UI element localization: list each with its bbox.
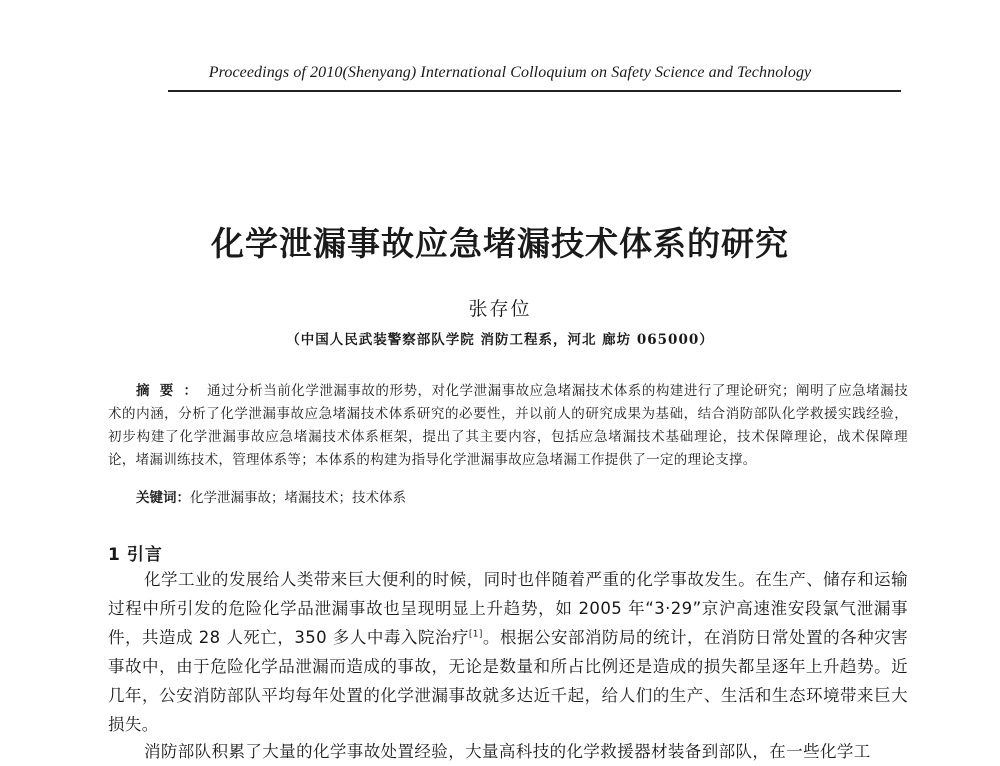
section-number: 1 — [108, 545, 121, 565]
running-head: Proceedings of 2010(Shenyang) International Colloquium on Safety Science and Technology — [208, 64, 812, 81]
keywords-label: 关键词： — [136, 490, 190, 506]
citation-marker[interactable]: [1] — [468, 629, 483, 640]
header-rule — [168, 90, 901, 92]
section-title: 引言 — [126, 545, 163, 565]
keywords-text: 化学泄漏事故；堵漏技术；技术体系 — [190, 490, 406, 506]
author-affiliation: （中国人民武装警察部队学院 消防工程系，河北 廊坊 065000） — [286, 332, 714, 348]
author-name: 张存位 — [468, 298, 532, 320]
paragraph-text: 消防部队积累了大量的化学事故处置经验，大量高科技的化学救援器材装备到部队，在一些化学工 — [144, 742, 871, 761]
paragraph-text: 化学工业的发展给人类带来巨大便利的时候，同时也伴随着严重的化学事故发生。在生产、储存和运输过程中所引发的危险化学品泄漏事故也呈现明显上升趋势，如 2005 年“3·29”京沪高速淮安段氯气泄漏事件，共造成 28 人死亡，350 多人中毒入院治疗 — [108, 570, 908, 647]
body-paragraph — [108, 737, 908, 766]
abstract-label: 摘要： — [136, 383, 208, 399]
abstract — [108, 380, 908, 472]
keywords — [136, 487, 906, 510]
body-paragraph — [108, 565, 908, 739]
paper-title: 化学泄漏事故应急堵漏技术体系的研究 — [211, 224, 789, 263]
section-heading — [108, 540, 163, 565]
paragraph-text: 。根据公安部消防局的统计，在消防日常处置的各种灾害事故中，由于危险化学品泄漏而造成的事故，无论是数量和所占比例还是造成的损失都呈逐年上升趋势。近几年，公安消防部队平均每年处置的化学泄漏事故就多达近千起，给人们的生产、生活和生态环境带来巨大损失。 — [108, 628, 909, 734]
abstract-text: 通过分析当前化学泄漏事故的形势，对化学泄漏事故应急堵漏技术体系的构建进行了理论研究；阐明了应急堵漏技术的内涵，分析了化学泄漏事故应急堵漏技术体系研究的必要性，并以前人的研究成果为基础，结合消防部队化学救援实践经验，初步构建了化学泄漏事故应急堵漏技术体系框架，提出了其主要内容，包括应急堵漏技术基础理论，技术保障理论，战术保障理论，堵漏训练技术，管理体系等；本体系的构建为指导化学泄漏事故应急堵漏工作提供了一定的理论支撑。 — [108, 383, 909, 468]
